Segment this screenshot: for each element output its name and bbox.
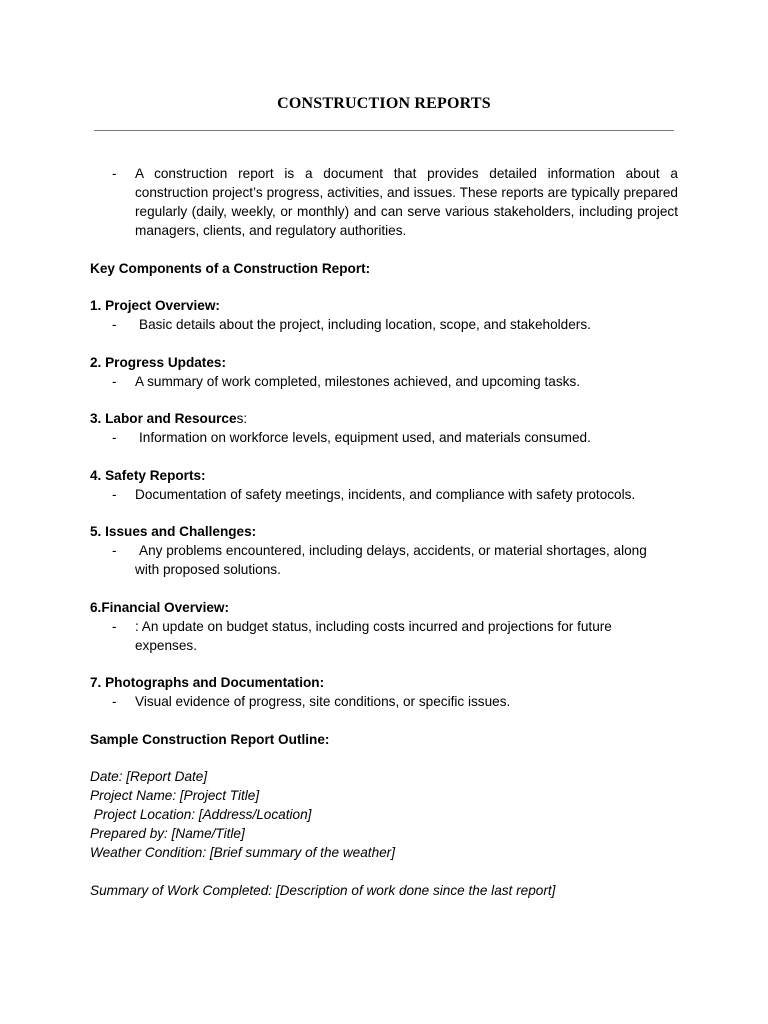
section-text: A summary of work completed, milestones achieved, and upcoming tasks. <box>135 373 581 389</box>
section-text: Visual evidence of progress, site conditions, or specific issues. <box>135 694 511 709</box>
section-heading: 5. Issues and Challenges: <box>90 524 257 539</box>
outline-heading: Sample Construction Report Outline: <box>90 731 330 747</box>
section-text: Any problems encountered, including delays, accidents, or material shortages, along with proposed solutions. <box>135 543 647 577</box>
section-bullet <box>90 541 678 579</box>
section-heading: 7. Photographs and Documentation: <box>90 675 325 690</box>
section-bullet <box>90 428 678 447</box>
section-bullet <box>90 692 678 711</box>
section-heading: 1. Project Overview: <box>90 298 220 313</box>
section-safety-reports <box>90 466 678 504</box>
section-heading: 2. Progress Updates: <box>90 354 226 370</box>
section-photographs-documentation <box>90 673 678 711</box>
section-issues-challenges <box>90 522 678 579</box>
section-financial-overview <box>90 598 678 655</box>
bullet-dash: - <box>112 317 117 332</box>
intro-paragraph <box>90 164 678 240</box>
bullet-dash: - <box>112 618 117 634</box>
section-text: Documentation of safety meetings, incidents, and compliance with safety protocols. <box>135 486 636 502</box>
outline-field-weather: Weather Condition: [Brief summary of the weather] <box>90 845 395 860</box>
key-components-heading: Key Components of a Construction Report: <box>90 260 371 276</box>
outline-field-project-location: Project Location: [Address/Location] <box>90 807 312 822</box>
section-text: : An update on budget status, including costs incurred and projections for future expenses. <box>135 618 612 653</box>
section-bullet <box>90 372 678 391</box>
section-progress-updates <box>90 353 678 391</box>
section-bullet <box>90 315 678 334</box>
section-text: Basic details about the project, including location, scope, and stakeholders. <box>139 317 591 332</box>
section-project-overview <box>90 296 678 334</box>
bullet-dash: - <box>112 373 117 389</box>
outline-fields <box>90 767 678 862</box>
summary-line: Summary of Work Completed: [Description of work done since the last report] <box>90 882 556 898</box>
intro-text: A construction report is a document that provides detailed information about a construction project’s progress, activities, and issues. These reports are typically prepared regularly (daily, weekly, or monthly) and can serve various stakeholders, including project managers, clients, and regulatory authorities. <box>135 166 678 238</box>
document-title: CONSTRUCTION REPORTS <box>277 95 491 112</box>
bullet-dash: - <box>112 486 117 502</box>
bullet-dash: - <box>112 166 117 181</box>
section-heading: 3. Labor and Resources: <box>90 411 248 426</box>
outline-field-date: Date: [Report Date] <box>90 769 208 784</box>
section-labor-resources <box>90 409 678 447</box>
outline-field-project-name: Project Name: [Project Title] <box>90 788 260 803</box>
bullet-dash: - <box>112 694 117 709</box>
bullet-dash: - <box>112 543 117 558</box>
section-bullet <box>90 617 678 655</box>
outline-field-prepared-by: Prepared by: [Name/Title] <box>90 826 245 841</box>
document-body <box>90 164 678 900</box>
title-divider <box>94 130 674 131</box>
bullet-dash: - <box>112 430 117 445</box>
section-text: Information on workforce levels, equipment used, and materials consumed. <box>139 430 591 445</box>
section-heading: 4. Safety Reports: <box>90 467 206 483</box>
section-bullet <box>90 485 678 504</box>
section-heading: 6.Financial Overview: <box>90 599 230 615</box>
